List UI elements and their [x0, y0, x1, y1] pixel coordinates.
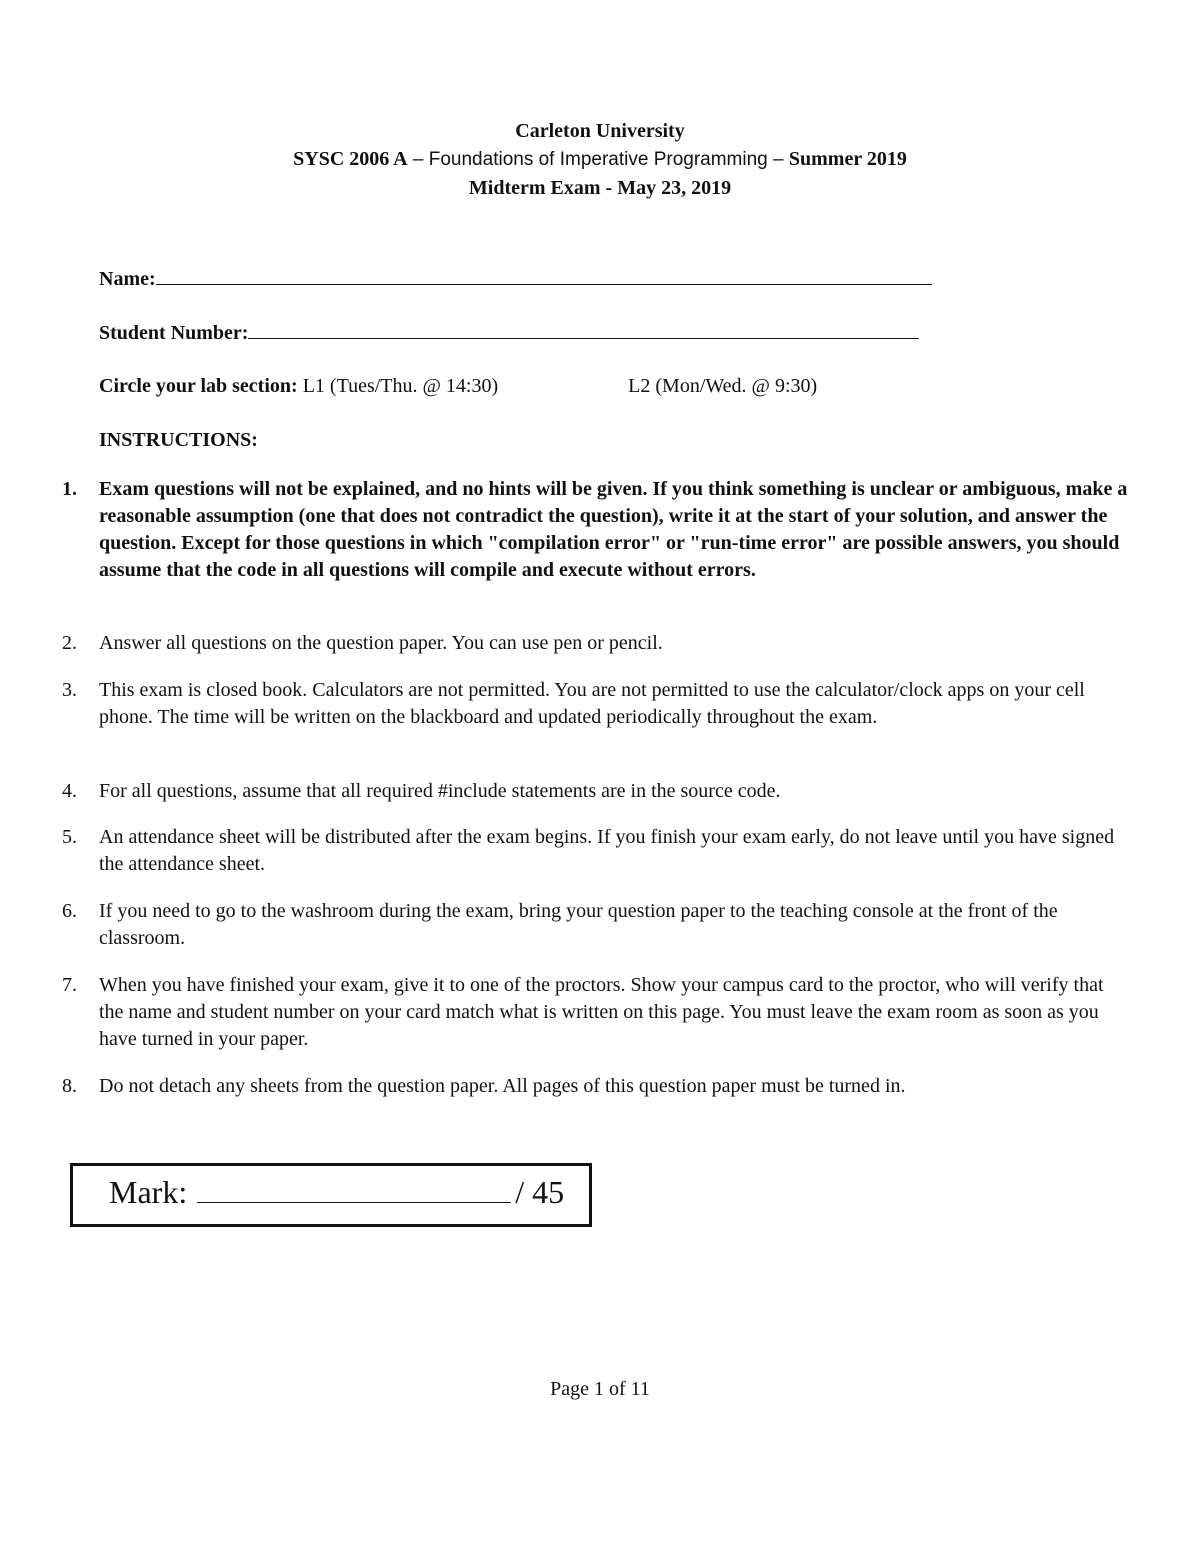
instruction-number: 1. — [62, 478, 77, 500]
lab-section-label: Circle your lab section: — [99, 375, 298, 397]
instructions-heading: INSTRUCTIONS: — [99, 429, 258, 451]
name-blank-line[interactable] — [156, 266, 932, 285]
instruction-number: 3. — [62, 679, 77, 701]
student-number-label: Student Number: — [99, 322, 249, 344]
term: Summer 2019 — [788, 148, 907, 170]
instruction-text: Answer all questions on the question paper. You can use pen or pencil. — [99, 632, 663, 654]
dash-1: – — [407, 149, 429, 170]
lab-section-field — [99, 375, 817, 398]
instruction-number: 8. — [62, 1075, 77, 1097]
instruction-number: 5. — [62, 826, 77, 848]
instruction-number: 2. — [62, 632, 77, 654]
instruction-number: 6. — [62, 900, 77, 922]
exam-header — [0, 117, 1200, 202]
university-name: Carleton University — [515, 120, 685, 142]
name-field[interactable] — [99, 266, 932, 291]
instruction-text: This exam is closed book. Calculators are not permitted. You are not permitted to use the calculator/clock apps on your cell phone. The time will be written on the blackboard and updated periodically throughout the exam. — [99, 679, 1085, 728]
course-title: Foundations of Imperative Programming — [428, 149, 768, 170]
exam-title: Midterm Exam - May 23, 2019 — [468, 177, 732, 199]
page-number: Page 1 of 11 — [550, 1378, 650, 1400]
instruction-text: Do not detach any sheets from the question paper. All pages of this question paper must be turned in. — [99, 1075, 906, 1097]
course-line — [0, 145, 1200, 174]
mark-total: / 45 — [515, 1174, 565, 1210]
instruction-text: Exam questions will not be explained, and no hints will be given. If you think something is unclear or ambiguous, make a reasonable assumption (one that does not contradict the question), write it at the start of your solution, and answer the question. Except for those questions in which "compilation error" or "run-time error" are possible answers, you should assume that the code in all questions will compile and execute without errors. — [99, 478, 1128, 581]
instruction-number: 4. — [62, 780, 77, 802]
course-code: SYSC 2006 A — [293, 148, 408, 170]
instruction-text: For all questions, assume that all required #include statements are in the source code. — [99, 780, 781, 802]
instruction-number: 7. — [62, 974, 77, 996]
student-number-field[interactable] — [99, 320, 919, 345]
student-number-blank-line[interactable] — [248, 320, 919, 339]
mark-label: Mark: — [109, 1174, 188, 1210]
dash-2: – — [767, 149, 789, 170]
mark-box — [70, 1163, 592, 1227]
instruction-text: When you have finished your exam, give it to one of the proctors. Show your campus card to the proctor, who will verify that the name and student number on your card match what is written on this page. You must leave the exam room as soon as you have turned in your paper. — [99, 974, 1104, 1050]
lab-option-l1[interactable]: L1 (Tues/Thu. @ 14:30) — [302, 375, 499, 397]
lab-option-l2[interactable]: L2 (Mon/Wed. @ 9:30) — [628, 375, 818, 397]
mark-content — [109, 1174, 564, 1211]
name-label: Name: — [99, 268, 156, 290]
instruction-text: An attendance sheet will be distributed after the exam begins. If you finish your exam early, do not leave until you have signed the attendance sheet. — [99, 826, 1115, 875]
mark-blank-line[interactable] — [197, 1174, 511, 1203]
instruction-text: If you need to go to the washroom during the exam, bring your question paper to the teaching console at the front of the classroom. — [99, 900, 1058, 949]
